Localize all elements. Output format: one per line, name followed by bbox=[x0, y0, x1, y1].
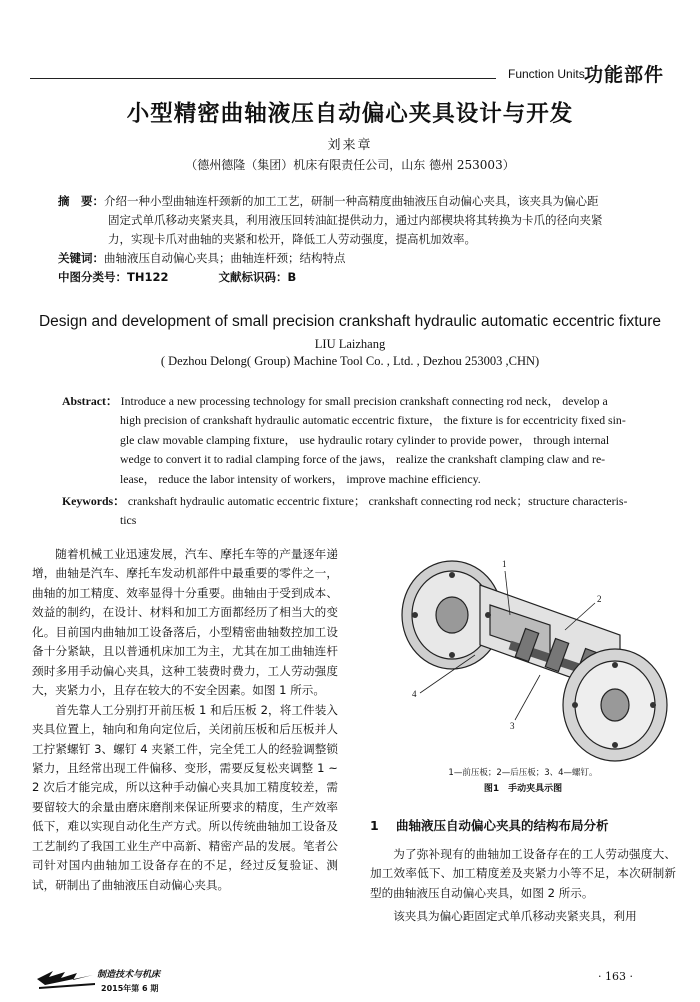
body-paragraph: 该夹具为偏心距固定式单爪移动夹紧夹具，利用 bbox=[393, 909, 637, 924]
figure-1-fixture-illustration bbox=[370, 545, 676, 770]
callout-2: 2 bbox=[597, 594, 602, 604]
abstract-en bbox=[62, 392, 672, 489]
figure-1-legend: 1—前压板；2—后压板；3、4—螺钉。 bbox=[448, 768, 598, 778]
body-right-column bbox=[370, 845, 676, 927]
section-heading bbox=[370, 816, 609, 834]
journal-name: 制造技术与机床 bbox=[97, 970, 161, 980]
author-cn: 刘来章 bbox=[327, 138, 373, 153]
section-title: 曲轴液压自动偏心夹具的结构布局分析 bbox=[396, 818, 609, 833]
keywords-en-line: crankshaft hydraulic automatic eccentric fixture； crankshaft connecting rod neck；structure characteris- bbox=[127, 494, 628, 508]
callout-1: 1 bbox=[502, 559, 507, 569]
abstract-en-line: gle claw movable clamping fixture， use hydraulic rotary cylinder to provide power， through internal bbox=[120, 432, 610, 447]
keywords-en-label: Keywords： bbox=[62, 494, 125, 508]
abstract-en-line: lease， reduce the labor intensity of workers， improve machine efficiency. bbox=[120, 471, 481, 486]
callout-3: 3 bbox=[510, 721, 515, 731]
keywords-en-line: tics bbox=[120, 513, 137, 528]
abstract-en-label: Abstract： bbox=[62, 394, 118, 408]
affiliation-en: ( Dezhou Delong( Group) Machine Tool Co. , Ltd. , Dezhou 253003 ,CHN) bbox=[160, 354, 540, 368]
figure-1-caption: 图1 手动夹具示图 bbox=[483, 784, 563, 794]
doc-code: B bbox=[287, 270, 297, 284]
keywords-cn bbox=[58, 249, 670, 268]
clc-code: TH122 bbox=[127, 270, 169, 284]
body-paragraph: 为了弥补现有的曲轴加工设备存在的工人劳动强度大、加工效率低下、加工精度差及夹紧力小等不足，本次研制新型的曲轴液压自动偏心夹具，如图 2 所示。 bbox=[370, 847, 676, 900]
abstract-cn-line: 介绍一种小型曲轴连杆颈新的加工工艺，研制一种高精度曲轴液压自动偏心夹具，该夹具为偏心距 bbox=[104, 194, 599, 208]
page-number: · 163 · bbox=[598, 970, 633, 983]
abstract-en-line: high precision of crankshaft hydraulic automatic eccentric fixture， the fixture is for eccentricity fixed sin- bbox=[120, 413, 626, 428]
section-number: 1 bbox=[370, 818, 379, 833]
affiliation-cn: （德州德隆（集团）机床有限责任公司，山东 德州 253003） bbox=[185, 158, 515, 172]
abstract-cn-line: 力，实现卡爪对曲轴的夹紧和松开，降低工人劳动强度，提高机加效率。 bbox=[108, 232, 476, 246]
journal-logo bbox=[35, 963, 175, 995]
keywords-cn-label: 关键词： bbox=[58, 251, 104, 265]
column-name-en: Function Units bbox=[508, 67, 585, 81]
clc-label: 中图分类号： bbox=[58, 270, 127, 284]
classification-line bbox=[58, 268, 670, 287]
abstract-en-line: wedge to convert it to radial clamping force of the jaws， realize the crankshaft clamping claw and re- bbox=[120, 452, 606, 467]
body-paragraph: 随着机械工业迅速发展，汽车、摩托车等的产量逐年递增，曲轴是汽车、摩托车发动机部件中最重要的零件之一，曲轴的加工精度、效率显得十分重要。曲轴由于受到成本、效益的制约，在设计、材料和加工方面都经历了相当大的变化。目前国内曲轴加工设备落后，小型精密曲轴数控加工设备十分紧缺，且以普通机床加工为主，尤其在加工曲轴连杆颈时多用手动偏心夹具，这种工装费时费力，工人劳动强度大，夹紧力小，且存在较大的不安全因素。如图 1 所示。 bbox=[32, 547, 338, 698]
abstract-cn-line: 固定式单爪移动夹紧夹具，利用液压回转油缸提供动力，通过内部楔块将其转换为卡爪的径向夹紧 bbox=[108, 213, 603, 227]
keywords-cn-text: 曲轴液压自动偏心夹具；曲轴连杆颈；结构特点 bbox=[104, 251, 346, 265]
abstract-en-line: Introduce a new processing technology for small precision crankshaft connecting rod neck， develop a bbox=[120, 394, 608, 408]
paper-title-en: Design and development of small precision crankshaft hydraulic automatic eccentric fixture bbox=[38, 313, 662, 330]
journal-issue: 2015年第 6 期 bbox=[101, 984, 159, 993]
body-paragraph: 首先靠人工分别打开前压板 1 和后压板 2，将工件装入夹具位置上，轴向和角向定位后，关闭前压板和后压板并人工拧紧螺钉 3、螺钉 4 夹紧工件，完全凭工人的经验调整锁紧力，且经常出现工件偏移、变形，需要反复松夹调整 1 ~ 2 次后才能完成，所以这种手动偏心夹具加工精度较差，需要留较大的余量由磨床磨削来保证所要求的精度，生产效率低下，难以实现自动化生产方式。所以传统曲轴加工设备及工艺制约了我国工业生产中高新、精密产品的发展。笔者公司针对国内曲轴加工设备存在的不足，经过反复验证、测试，研制出了曲轴液压自动偏心夹具。 bbox=[32, 702, 338, 892]
author-en: LIU Laizhang bbox=[314, 337, 386, 351]
body-left-column bbox=[32, 545, 338, 895]
doc-code-label: 文献标识码： bbox=[218, 270, 288, 284]
header-rule bbox=[30, 78, 496, 79]
callout-4: 4 bbox=[412, 689, 417, 699]
abstract-cn bbox=[58, 192, 670, 249]
keywords-en bbox=[62, 492, 672, 531]
column-name-cn: 功能部件 bbox=[584, 64, 665, 86]
paper-title-cn: 小型精密曲轴液压自动偏心夹具设计与开发 bbox=[126, 101, 574, 127]
abstract-cn-label: 摘 要： bbox=[58, 194, 104, 208]
